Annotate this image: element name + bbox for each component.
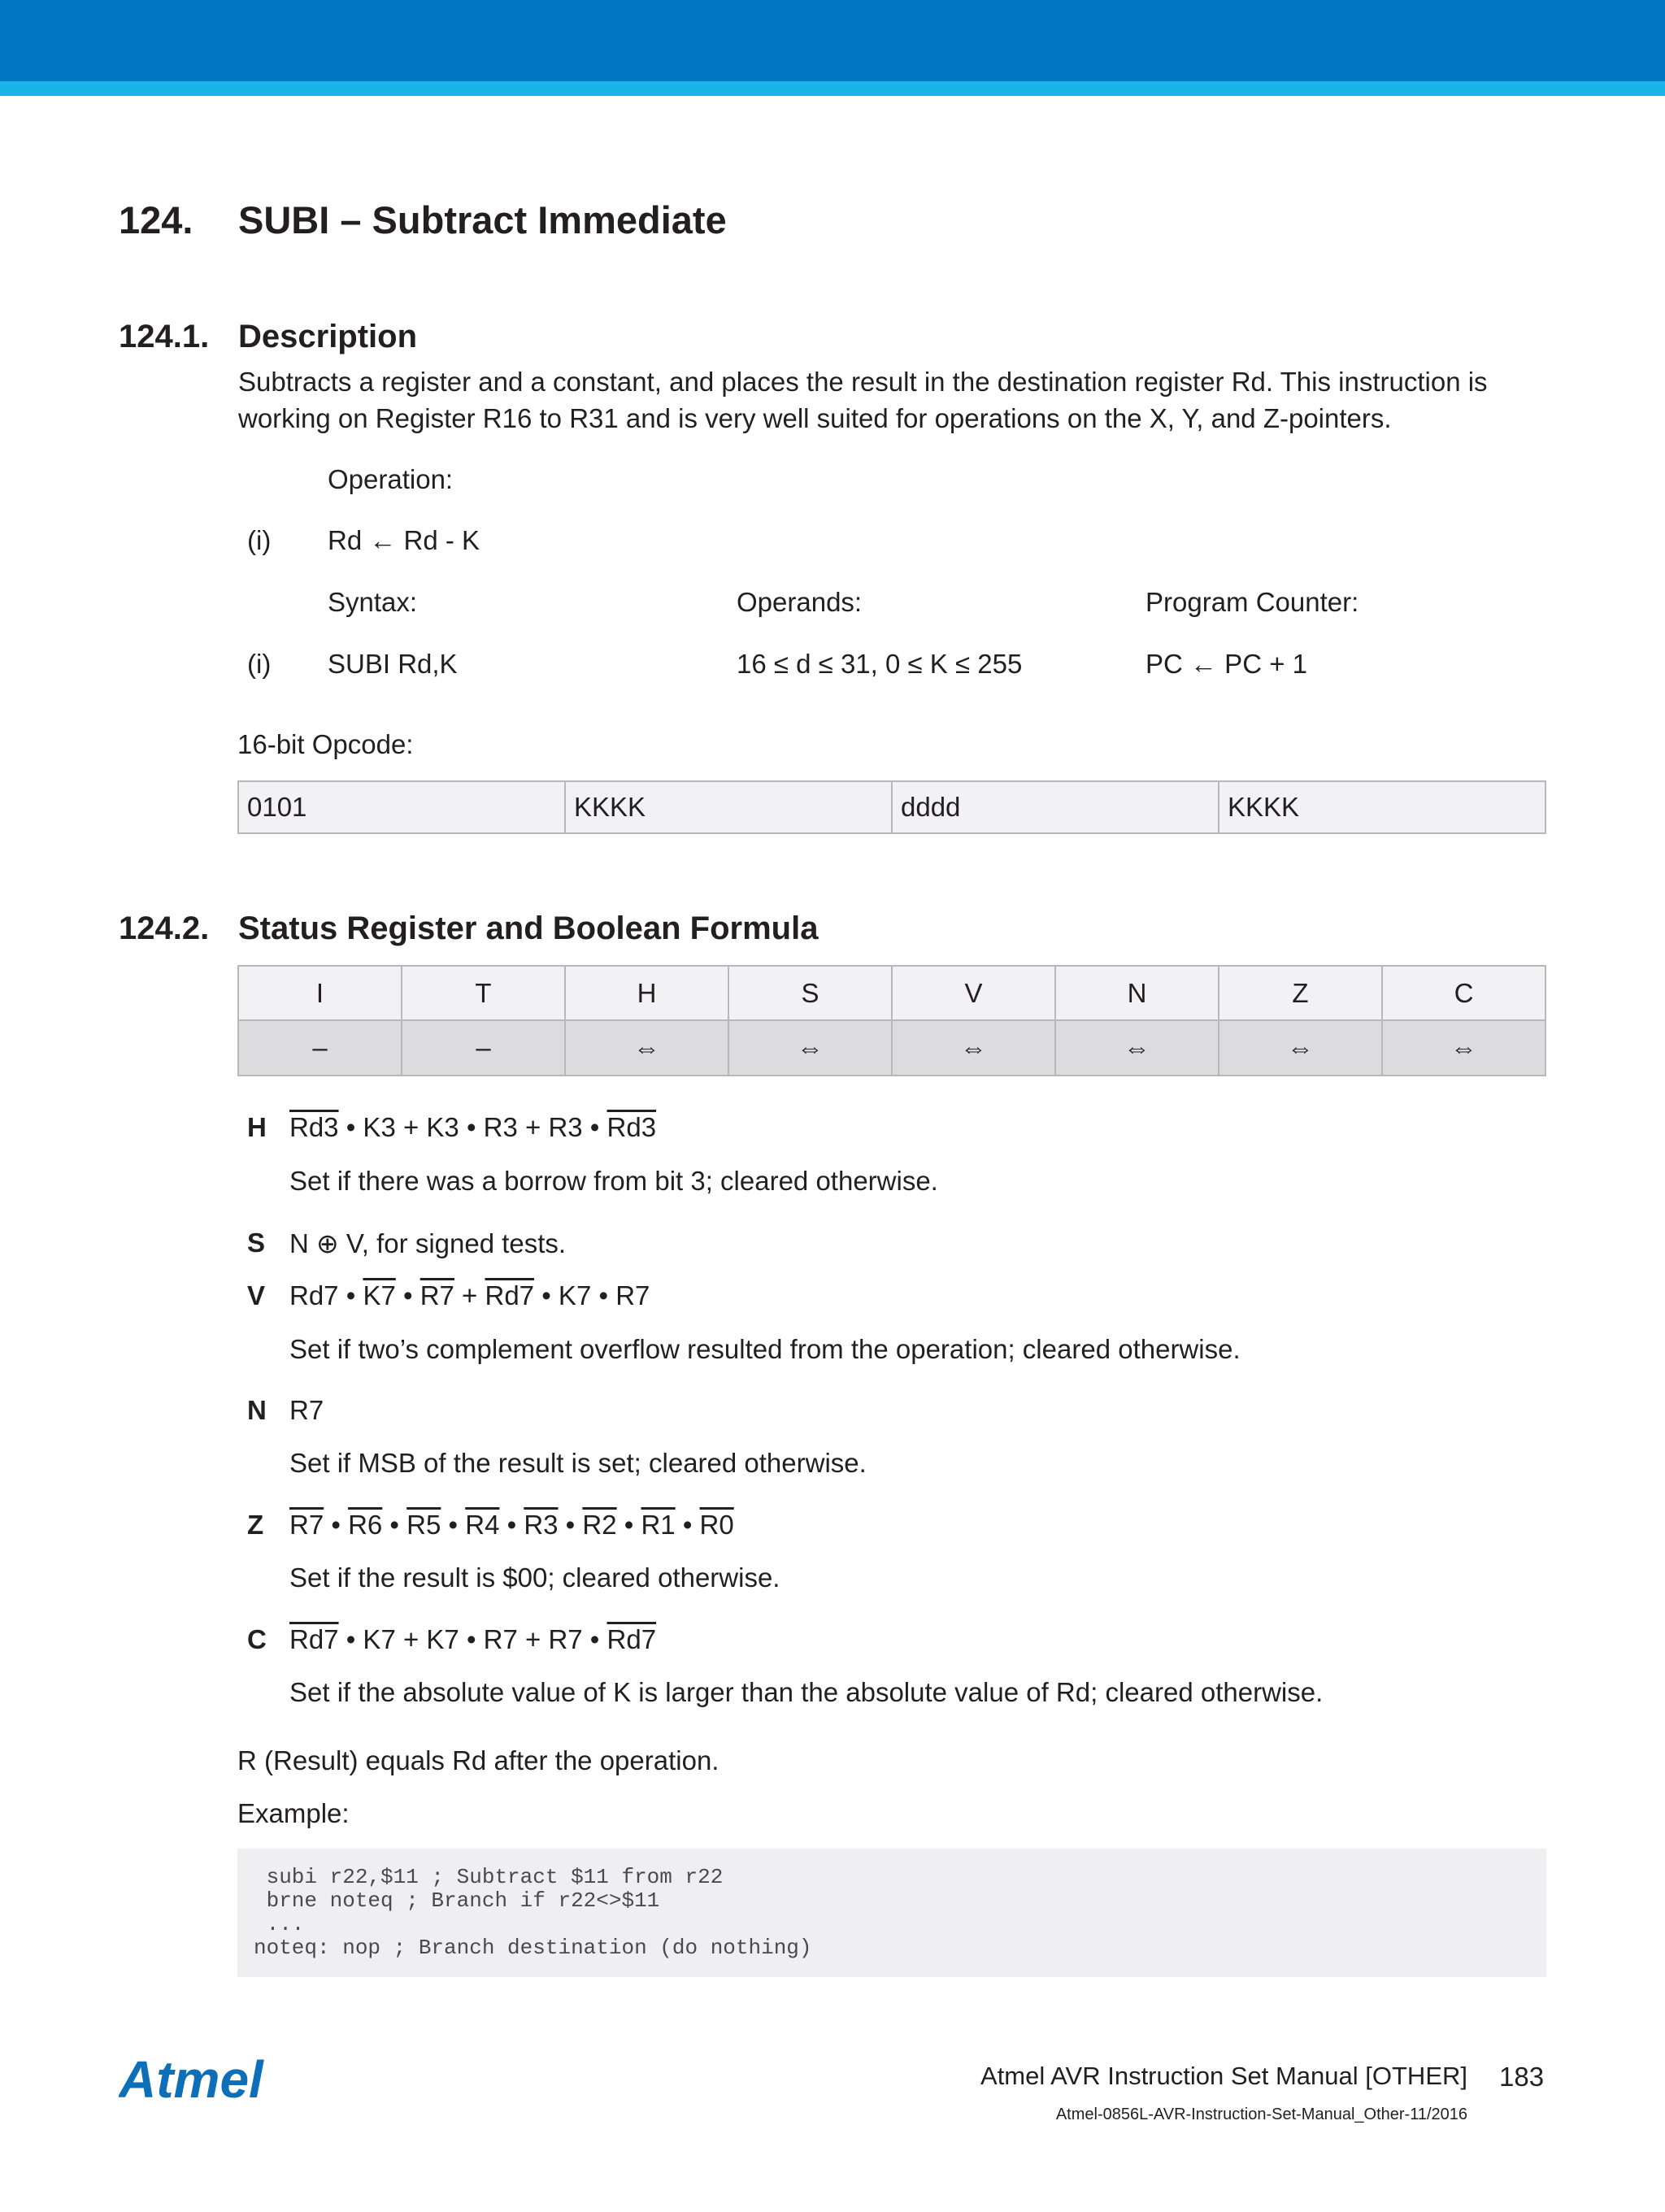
section-number: 124. xyxy=(119,198,193,241)
flag-n-formula: R7 xyxy=(289,1395,324,1425)
formula-term: R6 xyxy=(348,1510,383,1540)
status-heading xyxy=(119,910,818,947)
program-counter-label: Program Counter: xyxy=(1146,587,1359,617)
flag-n-label: N xyxy=(247,1395,267,1425)
flag-v-description: Set if two’s complement overflow resulted from the operation; cleared otherwise. xyxy=(289,1334,1241,1364)
opcode-cell: 0101 xyxy=(238,781,565,833)
flag-h-effect: ⇔ xyxy=(565,1020,728,1076)
flag-header-row xyxy=(238,966,1545,1020)
manual-title: Atmel AVR Instruction Set Manual [OTHER] xyxy=(980,2062,1467,2090)
atmel-logo-text: Atmel xyxy=(119,2052,263,2109)
formula-term: R4 xyxy=(465,1510,500,1540)
formula-term: • K7 • R7 xyxy=(534,1280,650,1310)
formula-term: R5 xyxy=(406,1510,441,1540)
formula-term: R7 xyxy=(289,1510,324,1540)
description-number: 124.1. xyxy=(119,319,210,354)
formula-term: Rd3 xyxy=(289,1112,339,1142)
operands-value: 16 ≤ d ≤ 31, 0 ≤ K ≤ 255 xyxy=(737,649,1023,679)
code-example xyxy=(237,1849,1546,1977)
formula-term: Rd7 xyxy=(289,1624,339,1654)
page-number: 183 xyxy=(1499,2062,1545,2092)
formula-term: R3 xyxy=(524,1510,559,1540)
opcode-cell: KKKK xyxy=(1219,781,1545,833)
opcode-row xyxy=(238,781,1545,833)
opcode-cell: dddd xyxy=(892,781,1219,833)
flag-s-header: S xyxy=(728,966,892,1020)
flag-n-description: Set if MSB of the result is set; cleared otherwise. xyxy=(289,1448,867,1478)
description-text: Subtracts a register and a constant, and places the result in the destination register Rd. This instruction is working on Register R16 to R31 and is very well suited for operations on the X, Y, and Z-pointers. xyxy=(238,367,1488,433)
formula-term: • K7 + K7 • R7 + R7 • xyxy=(338,1624,607,1654)
flag-z-description: Set if the result is $00; cleared otherwise. xyxy=(289,1562,780,1593)
formula-term: R0 xyxy=(699,1510,734,1540)
formula-term: Rd3 xyxy=(606,1112,657,1142)
flag-i-header: I xyxy=(238,966,402,1020)
flag-v-effect: ⇔ xyxy=(892,1020,1055,1076)
operation-index: (i) xyxy=(247,525,272,555)
syntax-label: Syntax: xyxy=(328,587,418,617)
formula-term: Rd7 • xyxy=(289,1280,363,1310)
syntax-index: (i) xyxy=(247,649,272,679)
formula-term: • xyxy=(324,1510,349,1540)
example-label: Example: xyxy=(237,1798,350,1828)
header-stripe xyxy=(0,81,1665,96)
formula-term: • xyxy=(675,1510,700,1540)
flag-z-effect: ⇔ xyxy=(1219,1020,1382,1076)
code-line: subi r22,$11 ; Subtract $11 from r22 xyxy=(254,1865,724,1889)
formula-term: • xyxy=(441,1510,466,1540)
formula-term: • K3 + K3 • R3 + R3 • xyxy=(338,1112,607,1142)
flag-z-formula xyxy=(289,1510,734,1541)
flag-s-effect: ⇔ xyxy=(728,1020,892,1076)
code-line: noteq: nop ; Branch destination (do nothing) xyxy=(254,1936,812,1960)
formula-term: R7 xyxy=(420,1280,454,1310)
formula-term: R2 xyxy=(582,1510,617,1540)
code-line: ... xyxy=(254,1912,305,1936)
atmel-logo xyxy=(119,2052,281,2109)
formula-term: • xyxy=(395,1280,420,1310)
flag-c-effect: ⇔ xyxy=(1382,1020,1545,1076)
flag-v-formula xyxy=(289,1280,650,1311)
formula-term: • xyxy=(499,1510,524,1540)
formula-term: • xyxy=(382,1510,407,1540)
formula-term: • xyxy=(616,1510,641,1540)
flag-t-header: T xyxy=(402,966,565,1020)
status-register-table xyxy=(237,965,1546,1076)
opcode-table xyxy=(237,780,1546,834)
header-bar xyxy=(0,0,1665,81)
description-heading xyxy=(119,319,417,355)
flag-c-description: Set if the absolute value of K is larger than the absolute value of Rd; cleared otherwise. xyxy=(289,1677,1324,1707)
operation-label: Operation: xyxy=(328,464,454,494)
flag-c-label: C xyxy=(247,1624,267,1654)
formula-term: Rd7 xyxy=(485,1280,535,1310)
operation-formula: Rd ← Rd - K xyxy=(328,525,480,555)
result-note: R (Result) equals Rd after the operation. xyxy=(237,1745,719,1775)
page-title xyxy=(119,198,727,242)
flag-s-label: S xyxy=(247,1228,266,1258)
formula-term: • xyxy=(558,1510,583,1540)
formula-term: Rd7 xyxy=(606,1624,657,1654)
flag-s-formula: N ⊕ V, for signed tests. xyxy=(289,1228,567,1258)
opcode-cell: KKKK xyxy=(565,781,892,833)
flag-c-header: C xyxy=(1382,966,1545,1020)
syntax-value: SUBI Rd,K xyxy=(328,649,458,679)
flag-z-label: Z xyxy=(247,1510,264,1540)
formula-term: K7 xyxy=(363,1280,396,1310)
status-heading-text: Status Register and Boolean Formula xyxy=(238,910,819,946)
status-number: 124.2. xyxy=(119,910,210,946)
formula-term: + xyxy=(454,1280,485,1310)
code-line: brne noteq ; Branch if r22<>$11 xyxy=(254,1888,660,1913)
flag-i-effect: – xyxy=(238,1020,402,1076)
flag-v-header: V xyxy=(892,966,1055,1020)
program-counter-value: PC ← PC + 1 xyxy=(1146,649,1307,679)
flag-effect-row xyxy=(238,1020,1545,1076)
flag-t-effect: – xyxy=(402,1020,565,1076)
flag-h-formula xyxy=(289,1112,656,1143)
flag-n-header: N xyxy=(1055,966,1219,1020)
operands-label: Operands: xyxy=(737,587,863,617)
flag-n-effect: ⇔ xyxy=(1055,1020,1219,1076)
formula-term: R1 xyxy=(641,1510,676,1540)
flag-h-header: H xyxy=(565,966,728,1020)
section-title: SUBI – Subtract Immediate xyxy=(238,198,727,241)
flag-h-label: H xyxy=(247,1112,267,1142)
flag-h-description: Set if there was a borrow from bit 3; cleared otherwise. xyxy=(289,1166,938,1196)
opcode-label: 16-bit Opcode: xyxy=(237,729,414,759)
flag-z-header: Z xyxy=(1219,966,1382,1020)
description-heading-text: Description xyxy=(238,319,418,354)
flag-v-label: V xyxy=(247,1280,266,1310)
flag-c-formula xyxy=(289,1624,656,1655)
document-id: Atmel-0856L-AVR-Instruction-Set-Manual_Other-11/2016 xyxy=(1055,2106,1467,2123)
